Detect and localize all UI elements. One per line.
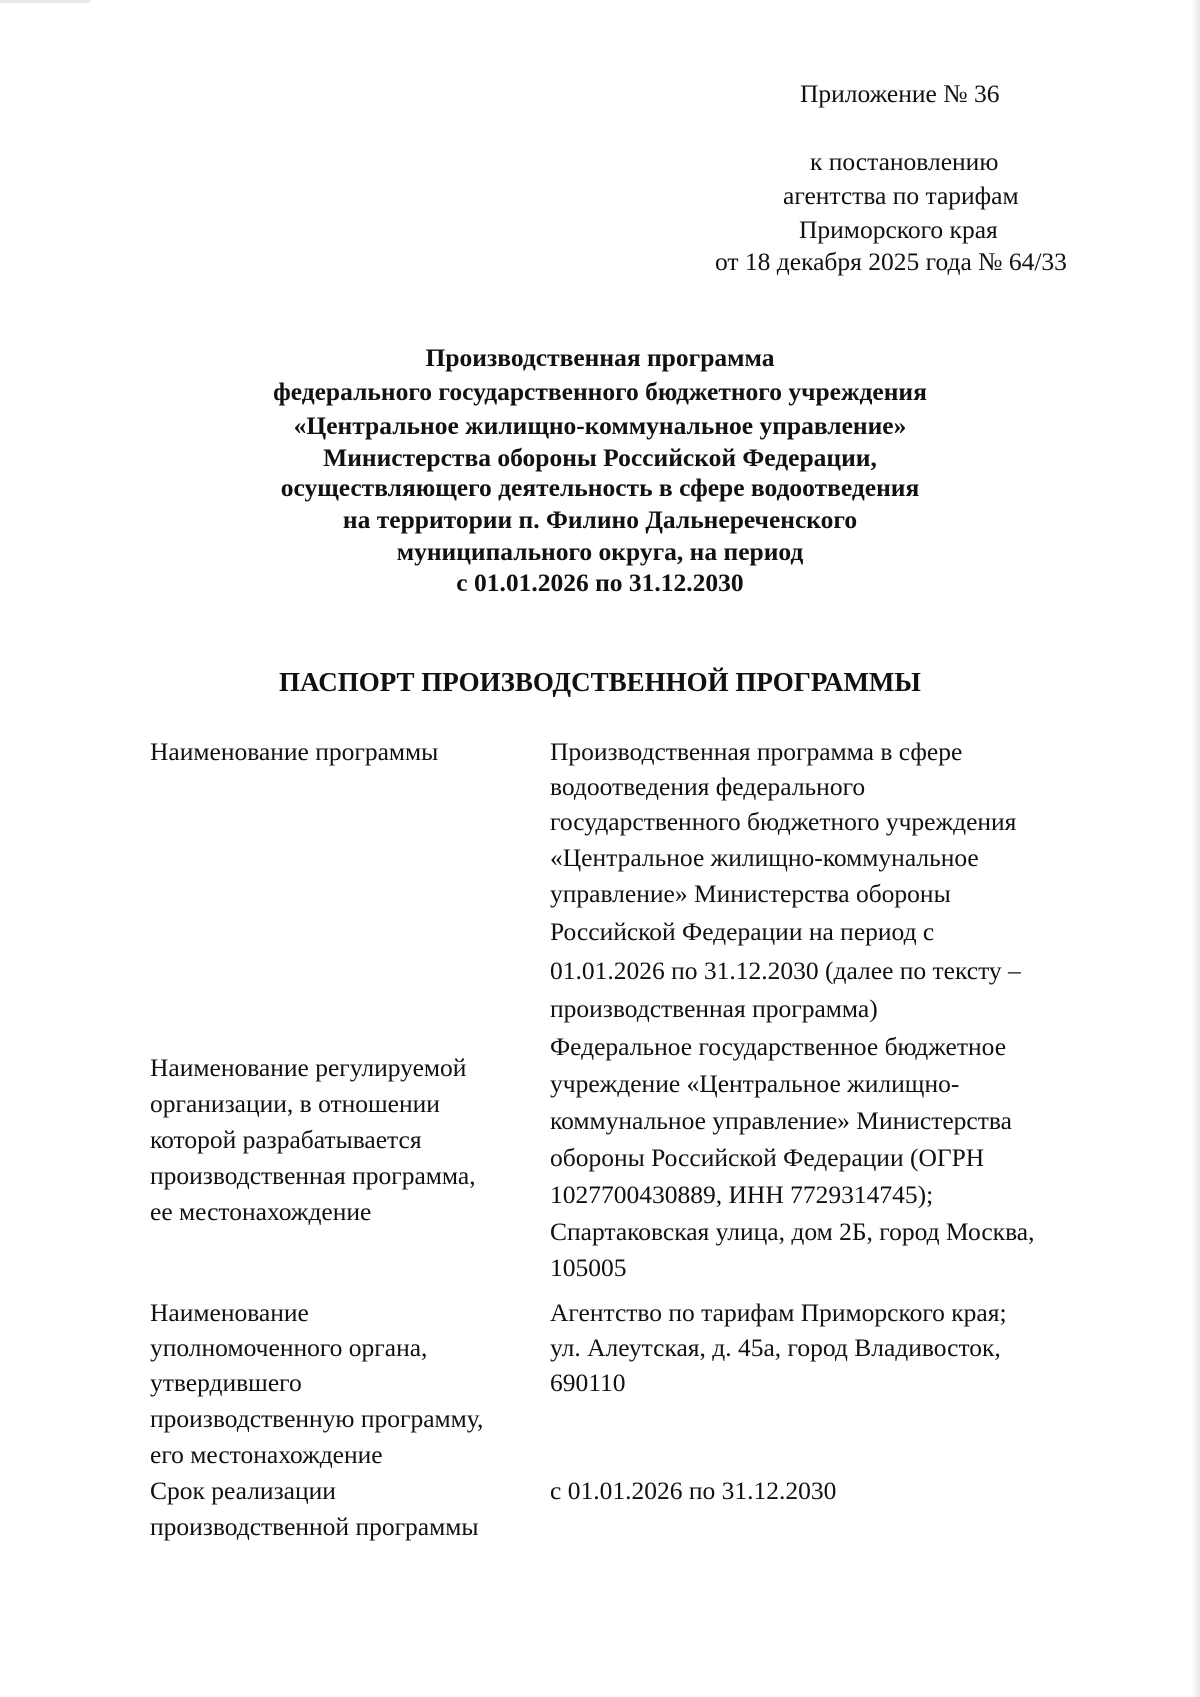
row-value: учреждение «Центральное жилищно- [550,1069,960,1098]
title-line: осуществляющего деятельность в сфере водоотведения [280,473,920,502]
title-line: Министерства обороны Российской Федерации, [323,443,877,472]
row-value: ул. Алеутская, д. 45а, город Владивосток, [550,1333,1001,1362]
title-line: муниципального округа, на период [396,537,804,566]
title-line: с 01.01.2026 по 31.12.2030 [456,568,744,597]
row-value: «Центральное жилищно-коммунальное [550,843,979,872]
title-line: на территории п. Филино Дальнереченского [342,505,858,534]
row-label: его местонахождение [150,1440,383,1469]
scan-artifact [0,0,90,3]
row-value: 105005 [550,1253,627,1282]
row-label: производственной программы [150,1512,479,1541]
row-label: Наименование [150,1298,309,1327]
row-value: Федеральное государственное бюджетное [550,1032,1007,1061]
row-value: 690110 [550,1368,626,1397]
appendix-number: Приложение № 36 [800,79,1000,108]
row-label: ее местонахождение [150,1197,372,1226]
scan-edge [1191,0,1200,1697]
row-value: Спартаковская улица, дом 2Б, город Москва, [550,1217,1035,1246]
title-line: «Центральное жилищно-коммунальное управление» [293,411,907,440]
row-label: Наименование программы [150,737,439,766]
row-label: Наименование регулируемой [150,1053,467,1082]
row-value: с 01.01.2026 по 31.12.2030 [550,1476,837,1505]
row-value: 01.01.2026 по 31.12.2030 (далее по тексту – [550,956,1021,985]
header-line-4: от 18 декабря 2025 года № 64/33 [715,247,1067,276]
header-line-3: Приморского края [799,215,998,244]
title-line: федерального государственного бюджетного учреждения [273,377,927,406]
row-value: государственного бюджетного учреждения [550,807,1017,836]
row-value: обороны Российской Федерации (ОГРН [550,1143,985,1172]
row-value: водоотведения федерального [550,772,866,801]
row-value: Российской Федерации на период с [550,917,935,946]
row-label: уполномоченного органа, [150,1333,428,1362]
row-label: утвердившего [150,1368,302,1397]
row-value: производственная программа) [550,994,878,1023]
row-label: организации, в отношении [150,1089,440,1118]
row-label: производственную программу, [150,1404,484,1433]
title-line: Производственная программа [425,343,775,372]
row-value: 1027700430889, ИНН 7729314745); [550,1180,934,1209]
row-value: управление» Министерства обороны [550,879,951,908]
header-line-1: к постановлению [810,147,999,176]
row-value: Агентство по тарифам Приморского края; [550,1298,1007,1327]
row-value: Производственная программа в сфере [550,737,963,766]
passport-heading: ПАСПОРТ ПРОИЗВОДСТВЕННОЙ ПРОГРАММЫ [279,667,921,697]
row-label: которой разрабатывается [150,1125,422,1154]
row-label: Срок реализации [150,1476,336,1505]
row-label: производственная программа, [150,1161,476,1190]
row-value: коммунальное управление» Министерства [550,1106,1012,1135]
header-line-2: агентства по тарифам [783,181,1019,210]
